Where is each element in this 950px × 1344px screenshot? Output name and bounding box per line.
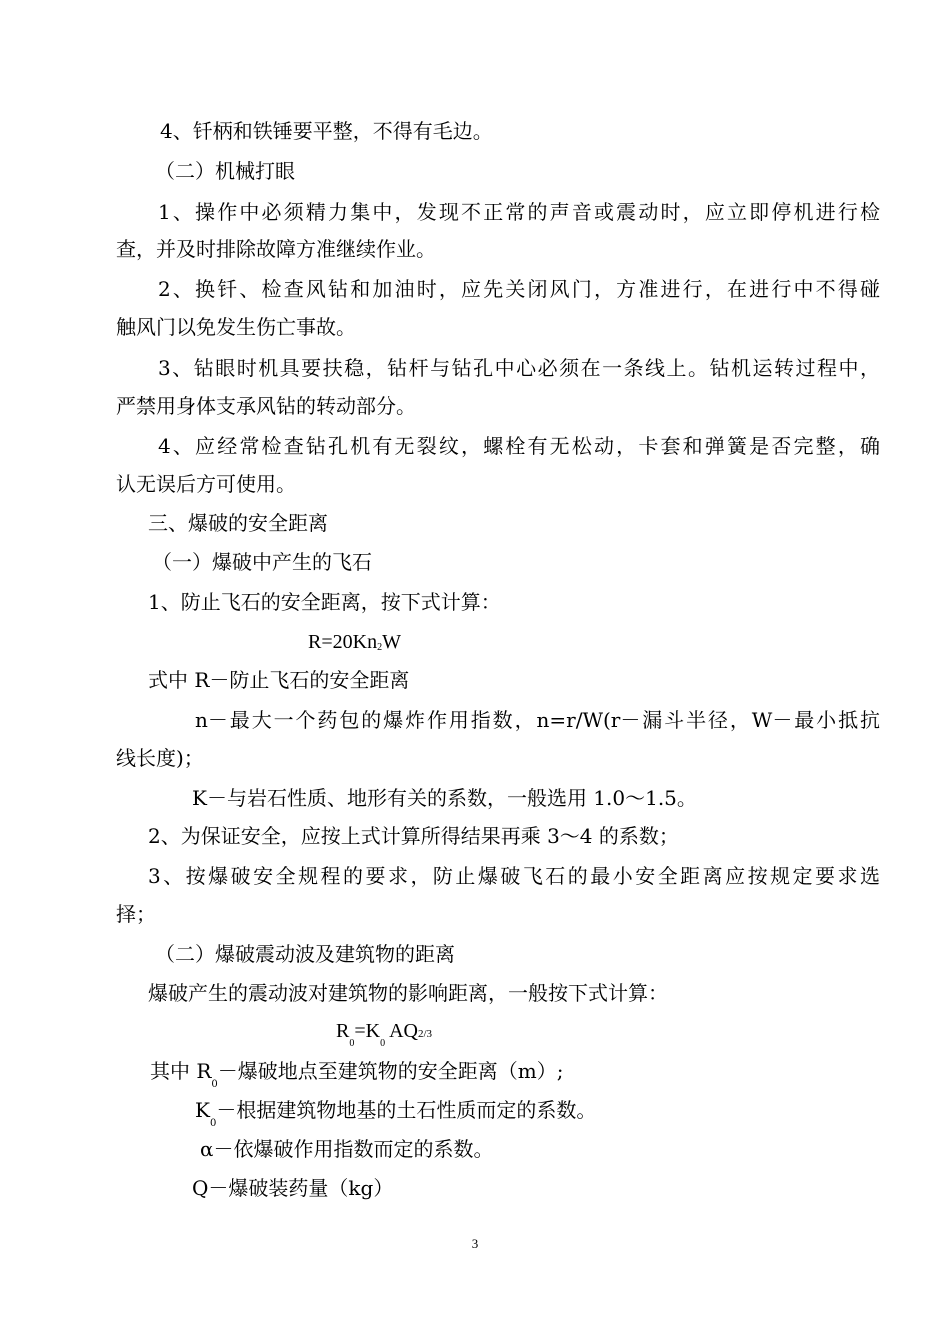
formula-flyrock: R=20Kn2W: [308, 631, 401, 653]
paragraph-line: n－最大一个药包的爆炸作用指数，n=r/W(r－漏斗半径，W－最小抵抗: [195, 708, 880, 732]
paragraph-line: 认无误后方可使用。: [116, 472, 296, 496]
paragraph-line: 1、操作中必须精力集中，发现不正常的声音或震动时，应立即停机进行检: [158, 200, 880, 224]
paragraph-line: 触风门以免发生伤亡事故。: [116, 315, 356, 339]
paragraph-line: 4、钎柄和铁锤要平整，不得有毛边。: [160, 119, 493, 143]
paragraph-line: 其中 $R_0-$爆破地点至建筑物的安全距离（m）;: [150, 1059, 564, 1090]
paragraph-line: 严禁用身体支承风钻的转动部分。: [116, 394, 416, 418]
page-number: 3: [471, 1236, 479, 1251]
paragraph-line: 爆破产生的震动波对建筑物的影响距离，一般按下式计算：: [148, 981, 668, 1005]
paragraph-line: 择；: [116, 902, 156, 926]
section-heading: 三、爆破的安全距离: [148, 511, 328, 535]
paragraph-line: 4、应经常检查钻孔机有无裂纹，螺栓有无松动，卡套和弹簧是否完整，确: [158, 434, 880, 458]
paragraph-line: 2、为保证安全，应按上式计算所得结果再乘 3～4 的系数；: [148, 824, 679, 848]
paragraph-line: 线长度)；: [116, 746, 204, 770]
paragraph-line: K－与岩石性质、地形有关的系数，一般选用 1.0～1.5。: [192, 786, 697, 810]
paragraph-line: 3、钻眼时机具要扶稳，钻杆与钻孔中心必须在一条线上。钻机运转过程中，: [158, 356, 880, 380]
paragraph-line: $K_0-$根据建筑物地基的土石性质而定的系数。: [195, 1098, 597, 1129]
subsection-heading: （二）爆破震动波及建筑物的距离: [155, 942, 455, 966]
paragraph-line: 查，并及时排除故障方准继续作业。: [116, 237, 436, 261]
paragraph-line: 1、防止飞石的安全距离，按下式计算：: [148, 590, 501, 614]
section-heading: （二）机械打眼: [155, 159, 295, 183]
paragraph-line: 2、换钎、检查风钻和加油时，应先关闭风门，方准进行，在进行中不得碰: [158, 277, 880, 301]
paragraph-line: 3、按爆破安全规程的要求，防止爆破飞石的最小安全距离应按规定要求选: [148, 864, 880, 888]
paragraph-line: Q－爆破装药量（kg）: [192, 1176, 394, 1200]
paragraph-line: 式中 R－防止飞石的安全距离: [148, 668, 410, 692]
paragraph-line: α－依爆破作用指数而定的系数。: [200, 1137, 494, 1161]
formula-vibration: $R_0=K_0$ ΑQ2/3: [336, 1020, 433, 1049]
subsection-heading: （一）爆破中产生的飞石: [152, 550, 372, 574]
